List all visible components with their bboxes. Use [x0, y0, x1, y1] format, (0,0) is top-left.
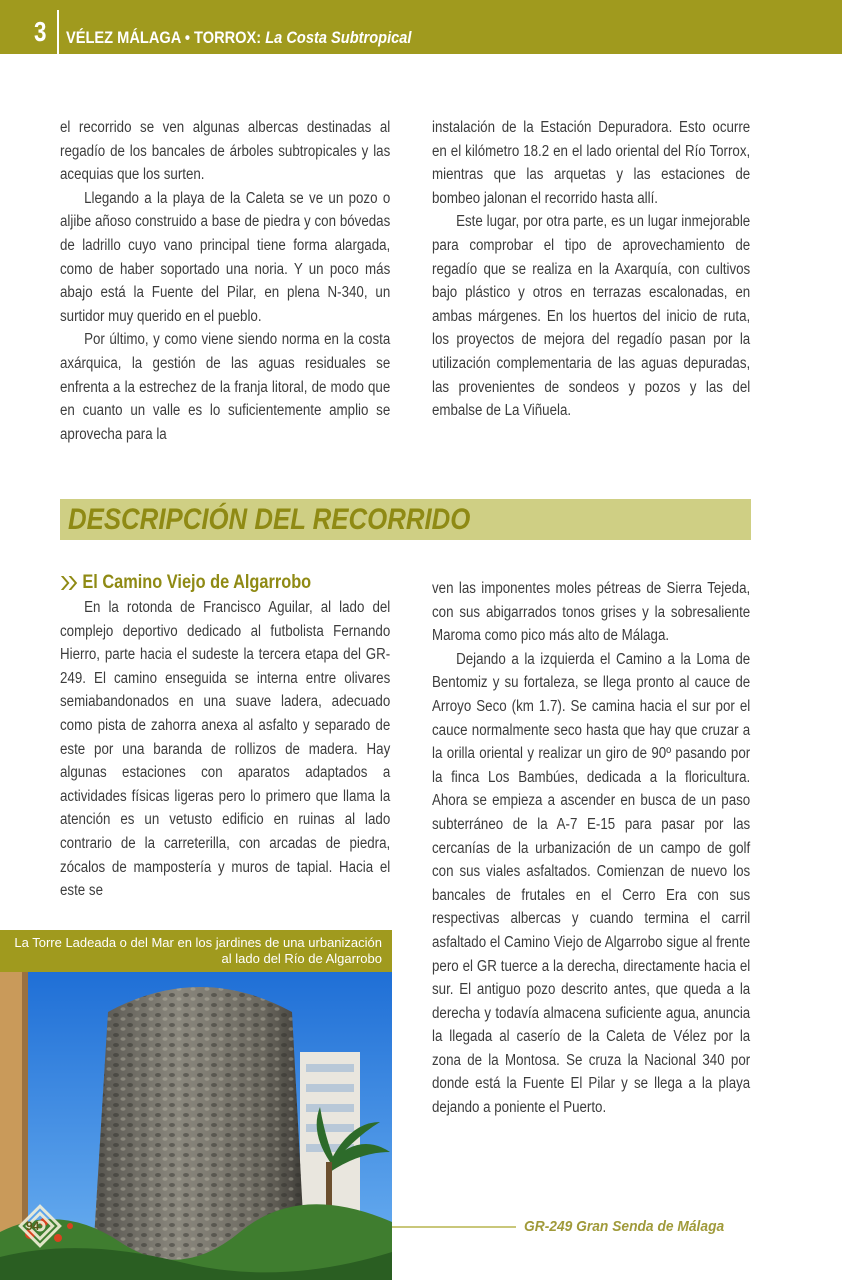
section-right-column	[432, 577, 750, 1120]
chapter-number: 3	[34, 16, 47, 47]
intro-paragraph: instalación de la Estación Depuradora. Esto ocurre en el kilómetro 18.2 en el lado oriental del Río Torrox, mientras que las arquetas y las estaciones de bombeo jalonan el recorrido hasta allí.	[432, 119, 751, 207]
running-header	[66, 27, 411, 49]
intro-left-column	[60, 116, 392, 446]
footer-series-title: GR-249 Gran Senda de Málaga	[524, 1218, 725, 1235]
double-chevron-icon	[60, 575, 79, 591]
section-paragraph: En la rotonda de Francisco Aguilar, al lado del complejo deportivo dedicado al futbolista Fernando Hierro, parte hacia el sudeste la tercera etapa del GR-249. El camino enseguida se interna entre olivares semiabandonados en una suave ladera, adecuado como pista de zahorra anexa al asfalto y separado de este por una baranda de rollizos de madera. Hay algunas estaciones con aparatos adaptados a actividades físicas ligeras pero lo primero que llama la atención es un vetusto edificio en ruinas al lado contrario de la carreterilla, con arcadas de piedra, zócalos de mampostería y muros de tapial. Hacia el este se	[60, 599, 391, 900]
intro-paragraph: Llegando a la playa de la Caleta se ve un pozo o aljibe añoso construido a base de piedra y con bóvedas de ladrillo cuyo vano principal tiene forma alargada, como de haber soportado una noria. Y un poco más abajo está la Fuente del Pilar, en plena N-340, un surtidor muy querido en el pueblo.	[60, 189, 391, 325]
section-paragraph: Dejando a la izquierda el Camino a la Loma de Bentomiz y su fortaleza, se llega pronto al cauce de Arroyo Seco (km 1.7). Se camina hacia el sur por el cauce normalmente seco hasta que hay que cruzar a la orilla oriental y realizar un giro de 90º pasando por la finca Los Bambúes, dedicada a la floricultura. Ahora se empieza a ascender en busca de un paso subterráneo de la A-7 E-15 para pasar por las cercanías de la urbanización de un campo de golf con sus viales asfaltados. Comienzan de nuevo los bancales de frutales en el Cerro Era con sus respectivas albercas y cuando termina el carril asfaltado el Camino Viejo de Algarrobo sigue al frente pero el GR tuerce a la derecha, directamente hacia el sur. El antiguo pozo descrito antes, que queda a la derecha y todavía almacena suficiente agua, anuncia la llegada al caserío de la Caleta de Vélez por la zona de la Montosa. Se cruza la Nacional 340 por donde está la Fuente El Pilar y se llega a la playa dejando a poniente el Puerto.	[432, 650, 751, 1117]
intro-paragraph: el recorrido se ven algunas albercas destinadas al regadío de los bancales de árboles subtropicales y las acequias que los surten.	[60, 119, 391, 184]
photo-caption: La Torre Ladeada o del Mar en los jardines de una urbanización al lado del Río de Algarrobo	[14, 935, 382, 966]
section-left-column	[60, 570, 392, 903]
intro-paragraph: Este lugar, por otra parte, es un lugar inmejorable para comprobar el tipo de aprovechamiento de regadío que se realiza en la Axarquía, con cultivos bajo plástico y otros en terrazas escalonadas, en ambas márgenes. En los huertos del inicio de ruta, los proyectos de mejora del regadío pasan por la utilización complementaria de las aguas depuradas, las provenientes de sondeos y pozos y las del embalse de La Viñuela.	[432, 213, 751, 420]
photo-caption-band	[0, 930, 392, 972]
section-paragraph: ven las imponentes moles pétreas de Sierra Tejeda, con sus abigarrados tonos grises y la sobresaliente Maroma como pico más alto de Málaga.	[432, 580, 751, 645]
footer-rule	[392, 1226, 516, 1228]
intro-paragraph: Por último, y como viene siendo norma en la costa axárquica, la gestión de las aguas residuales se enfrenta a la estrechez de la franja litoral, de modo que en cuanto un valle es lo suficientemente amplio se aprovecha para la	[60, 331, 391, 443]
intro-right-column	[432, 116, 750, 423]
subheading-text: El Camino Viejo de Algarrobo	[82, 572, 312, 593]
knot-emblem-icon	[18, 1204, 62, 1248]
section-title: DESCRIPCIÓN DEL RECORRIDO	[68, 503, 471, 536]
subheading	[60, 570, 390, 596]
header-divider	[57, 10, 59, 54]
page-number: 94	[26, 1219, 40, 1233]
running-header-plain: VÉLEZ MÁLAGA • TORROX:	[66, 28, 266, 47]
running-header-italic: La Costa Subtropical	[265, 28, 412, 47]
